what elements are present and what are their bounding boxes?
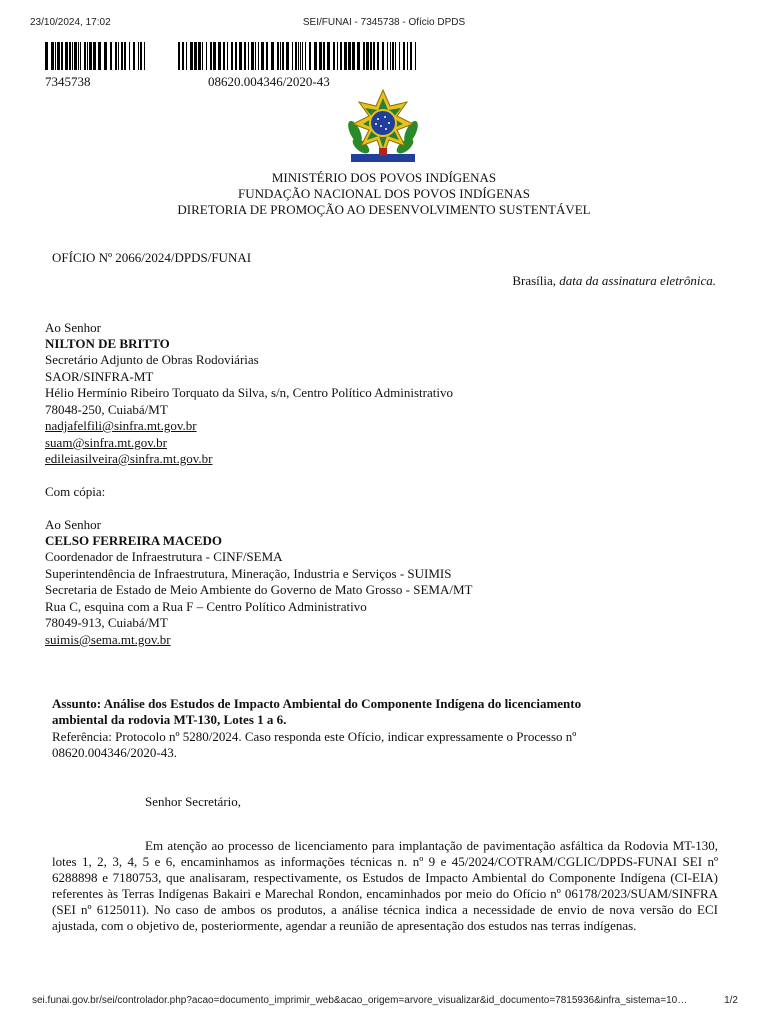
document-barcode: [45, 42, 145, 70]
reference-line: 08620.004346/2020-43.: [52, 745, 177, 760]
footer-page: 1/2: [724, 995, 738, 1006]
recipient-salutation: Ao Senhor: [45, 320, 101, 335]
subject-line: Assunto: Análise dos Estudos de Impacto Ambiental do Componente Indígena do licenciamento: [52, 696, 582, 711]
recipient-email-link[interactable]: nadjafelfili@sinfra.mt.gov.br: [45, 418, 197, 433]
copy-title: Coordenador de Infraestrutura - CINF/SEMA: [45, 549, 283, 564]
print-title: SEI/FUNAI - 7345738 - Ofício DPDS: [302, 17, 466, 28]
body-paragraph: Em atenção ao processo de licenciamento para implantação de pavimentação asfáltica da Rodovia MT-130, lotes 1, 2, 3, 4, 5 e 6, encaminhamos as informações técnicas n. nº 9 e 45/2024/COTRAM/CGLIC/DPDS-FUNAI SEI nº 6288898 e 7180753, que analisaram, respectivamente, os Estudos de Impacto Ambiental do Componente Indígena (CI-EIA) referentes às Terras Indígenas Bakairi e Marechal Rondon, encaminhados por meio do Ofício nº 06178/2023/SUAM/SINFRA (SEI nº 6125011). No caso de ambos os produtos, a análise técnica indica a necessidade de envio de nova versão do ECI ajustada, com o objetivo de, posteriormente, agendar a reunião de apresentação dos estudos nas terras indígenas.: [52, 838, 718, 933]
oficio-date-line: [512, 273, 716, 289]
copy-email-link[interactable]: suimis@sema.mt.gov.br: [45, 632, 171, 647]
copy-name: CELSO FERREIRA MACEDO: [45, 533, 222, 548]
reference-line: Referência: Protocolo nº 5280/2024. Caso responda este Ofício, indicar expressamente o Processo nº: [52, 729, 577, 744]
copy-label: Com cópia:: [45, 484, 106, 499]
oficio-place: Brasília,: [512, 273, 560, 288]
recipient-org: SAOR/SINFRA-MT: [45, 369, 154, 384]
org-ministry: MINISTÉRIO DOS POVOS INDÍGENAS: [271, 170, 497, 185]
process-number: 08620.004346/2020-43: [208, 74, 330, 89]
org-directorate: DIRETORIA DE PROMOÇÃO AO DESENVOLVIMENTO SUSTENTÁVEL: [177, 202, 591, 217]
process-barcode: [178, 42, 416, 70]
recipient-name: NILTON DE BRITTO: [45, 336, 170, 351]
recipient-title: Secretário Adjunto de Obras Rodoviárias: [45, 352, 259, 367]
recipient-email-link[interactable]: suam@sinfra.mt.gov.br: [45, 435, 167, 450]
barcode-bar: [415, 42, 416, 70]
barcode-bar: [144, 42, 145, 70]
recipient-address: Hélio Hermínio Ribeiro Torquato da Silva, s/n, Centro Político Administrativo: [45, 385, 453, 400]
brazil-coat-of-arms-icon: [345, 88, 421, 166]
recipient-email-link[interactable]: edileiasilveira@sinfra.mt.gov.br: [45, 451, 213, 466]
print-datetime: 23/10/2024, 17:02: [30, 17, 111, 28]
recipient-city: 78048-250, Cuiabá/MT: [45, 402, 168, 417]
org-foundation: FUNDAÇÃO NACIONAL DOS POVOS INDÍGENAS: [237, 186, 531, 201]
copy-salutation: Ao Senhor: [45, 517, 101, 532]
copy-address: Rua C, esquina com a Rua F – Centro Político Administrativo: [45, 599, 367, 614]
copy-dept: Superintendência de Infraestrutura, Mineração, Industria e Serviços - SUIMIS: [45, 566, 452, 581]
subject-line: ambiental da rodovia MT-130, Lotes 1 a 6.: [52, 712, 287, 727]
oficio-number: OFÍCIO Nº 2066/2024/DPDS/FUNAI: [52, 250, 252, 265]
footer-url: sei.funai.gov.br/sei/controlador.php?acao=documento_imprimir_web&acao_origem=arvore_visualizar&id_documento=7815936&infra_sistema=10…: [32, 995, 688, 1006]
greeting: Senhor Secretário,: [145, 794, 242, 809]
copy-city: 78049-913, Cuiabá/MT: [45, 615, 168, 630]
copy-org: Secretaria de Estado de Meio Ambiente do Governo de Mato Grosso - SEMA/MT: [45, 582, 473, 597]
oficio-date: data da assinatura eletrônica.: [559, 273, 716, 288]
document-number: 7345738: [45, 74, 91, 89]
